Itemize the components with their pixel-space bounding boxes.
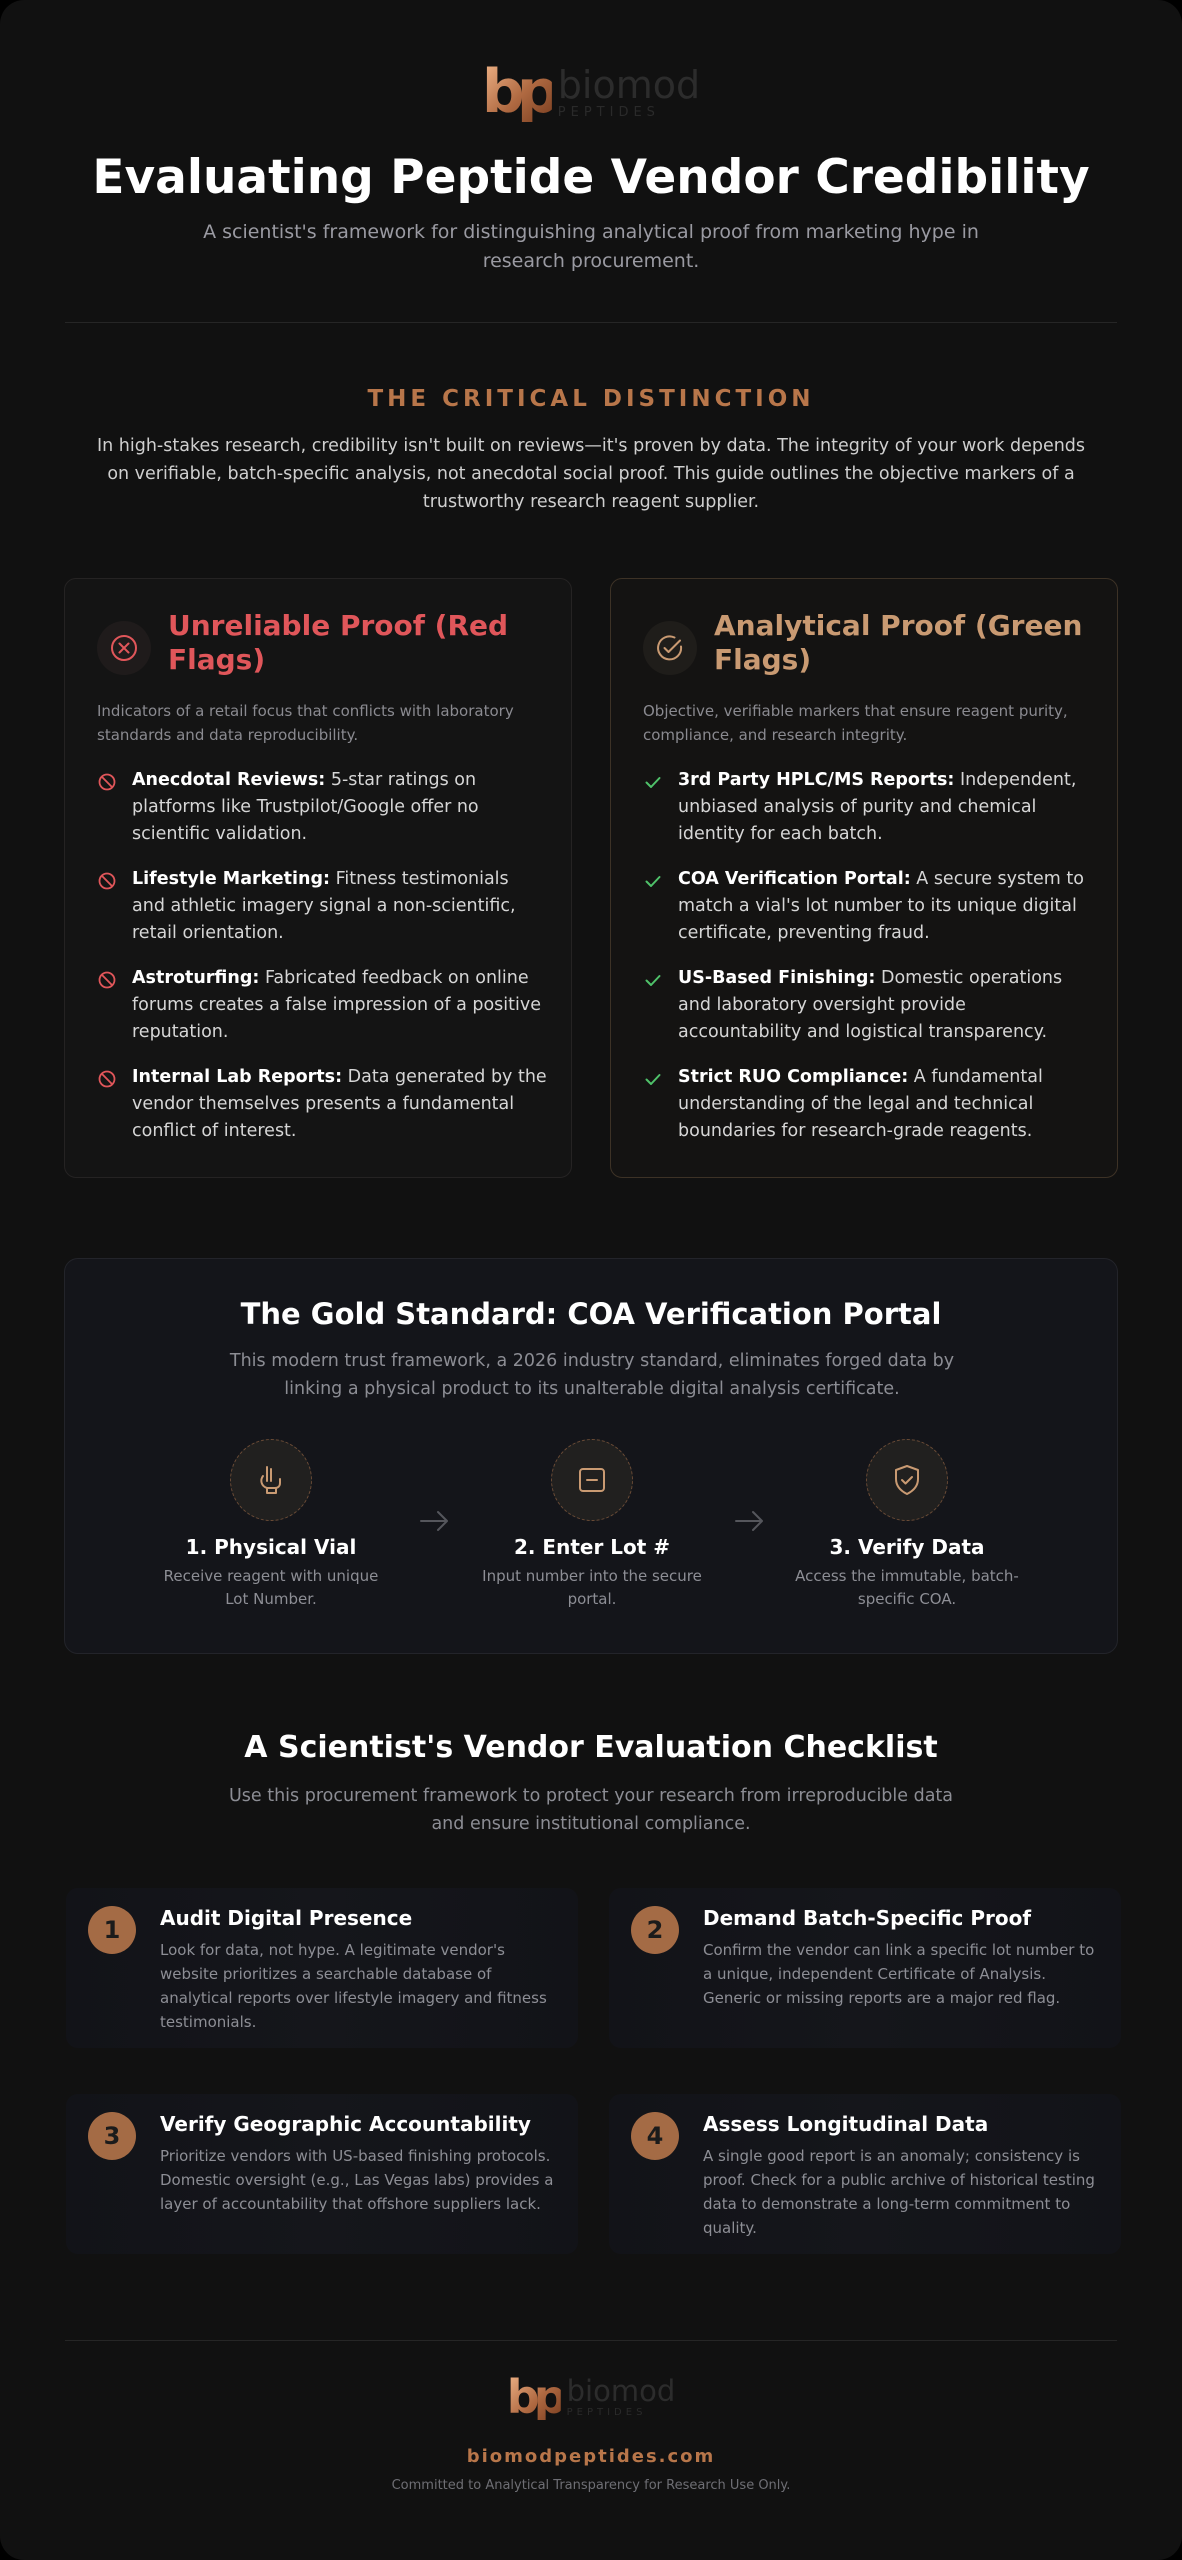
red-card-desc: Indicators of a retail focus that conflicts with laboratory standards and data reproducibility. [97,702,514,744]
x-circle-icon [97,621,151,675]
footer-divider [65,2340,1117,2341]
step-desc: Access the immutable, batch-specific COA. [795,1567,1019,1608]
item-title: Demand Batch-Specific Proof [703,1906,1032,1930]
item-text: Domestic operations and laboratory oversight provide accountability and logistical transparency. [678,968,1063,1042]
checklist-title: A Scientist's Vendor Evaluation Checklist [244,1730,938,1765]
checklist-item [609,1888,1121,2048]
step-desc: Receive reagent with unique Lot Number. [163,1567,379,1608]
list-item [97,767,547,848]
item-desc: A single good report is an anomaly; consistency is proof. Check for a public archive of historical testing data to demonstrate a long-term commitment to quality. [703,2147,1095,2237]
gold-title: The Gold Standard: COA Verification Portal [240,1297,942,1331]
step-number: 4 [631,2112,679,2160]
item-text: A secure system to match a vial's lot number to its unique digital certificate, preventing fraud. [678,869,1084,943]
shield-check-icon [866,1439,948,1521]
list-item [643,767,1093,848]
item-desc: Look for data, not hype. A legitimate vendor's website prioritizes a searchable database of analytical reports over lifestyle imagery and fitness testimonials. [160,1941,547,2031]
green-flags-list [643,767,1093,1145]
step-physical-vial [151,1439,391,1611]
list-item [643,965,1093,1046]
list-item [97,1064,547,1145]
input-box-icon [551,1439,633,1521]
checklist-item [66,2094,578,2254]
step-number: 2 [631,1906,679,1954]
step-label: 3. Verify Data [829,1535,985,1559]
item-desc: Confirm the vendor can link a specific lot number to a unique, independent Certificate of Analysis. Generic or missing reports are a major red flag. [703,1941,1095,2007]
step-desc: Input number into the secure portal. [482,1567,702,1608]
item-label: Astroturfing: [132,968,260,988]
distinction-text: In high-stakes research, credibility isn't built on reviews—it's proven by data. The integrity of your work depends on verifiable, batch-specific analysis, not anecdotal social proof. This guide outlines the objective markers of a trustworthy research reagent supplier. [96,436,1086,512]
item-title: Audit Digital Presence [160,1906,413,1930]
item-label: Strict RUO Compliance: [678,1067,909,1087]
item-text: Fabricated feedback on online forums creates a false impression of a positive reputation. [132,968,542,1042]
step-number: 3 [88,2112,136,2160]
gold-desc: This modern trust framework, a 2026 industry standard, eliminates forged data by linking a physical product to its unalterable digital analysis certificate. [229,1351,955,1399]
footer-logo [506,2370,676,2424]
item-text: A fundamental understanding of the legal and technical boundaries for research-grade reagents. [678,1067,1043,1141]
check-circle-icon [643,621,697,675]
green-card-desc: Objective, verifiable markers that ensure reagent purity, compliance, and research integrity. [643,702,1068,744]
red-flags-list [97,767,547,1145]
green-card-title: Analytical Proof (Green Flags) [714,609,1083,676]
list-item [643,1064,1093,1145]
distinction-heading: THE CRITICAL DISTINCTION [367,386,815,412]
item-label: Internal Lab Reports: [132,1067,343,1087]
item-title: Verify Geographic Accountability [160,2112,531,2136]
item-label: 3rd Party HPLC/MS Reports: [678,770,955,790]
list-item [97,965,547,1046]
step-label: 2. Enter Lot # [513,1535,671,1559]
ban-icon [97,1069,117,1089]
green-flags-card [610,578,1118,1178]
check-icon [643,1069,663,1089]
step-number: 1 [88,1906,136,1954]
step-label: 1. Physical Vial [185,1535,357,1559]
step-verify-data [787,1439,1027,1611]
logo-name: biomod [557,62,701,107]
item-label: Anecdotal Reviews: [132,770,326,790]
item-text: Data generated by the vendor themselves presents a fundamental conflict of interest. [132,1067,547,1141]
vial-hand-icon [230,1439,312,1521]
ban-icon [97,772,117,792]
ban-icon [97,970,117,990]
logo-name: biomod [566,2373,676,2408]
checklist-item [609,2094,1121,2254]
item-label: COA Verification Portal: [678,869,911,889]
item-title: Assess Longitudinal Data [703,2112,989,2136]
item-text: Independent, unbiased analysis of purity and chemical identity for each batch. [678,770,1077,844]
checklist-desc: Use this procurement framework to protect your research from irreproducible data and ensure institutional compliance. [228,1786,954,1834]
item-text: Fitness testimonials and athletic imagery signal a non-scientific, retail orientation. [132,869,516,943]
footer-site-link[interactable]: biomodpeptides.com [466,2446,716,2467]
ban-icon [97,871,117,891]
gold-standard-panel [64,1258,1118,1654]
step-enter-lot [472,1439,712,1611]
footer-note: Committed to Analytical Transparency for Research Use Only. [391,2478,791,2493]
red-card-title: Unreliable Proof (Red Flags) [168,609,509,676]
check-icon [643,772,663,792]
page-subtitle: A scientist's framework for distinguishing analytical proof from marketing hype in research procurement. [203,221,979,272]
item-label: US-Based Finishing: [678,968,876,988]
list-item [97,866,547,947]
check-icon [643,970,663,990]
item-desc: Prioritize vendors with US-based finishing protocols. Domestic oversight (e.g., Las Vegas labs) provides a layer of accountability that offshore suppliers lack. [160,2147,554,2213]
red-flags-card [64,578,572,1178]
logo-tagline: PEPTIDES [566,2406,647,2418]
logo-tagline: PEPTIDES [557,104,660,120]
checklist-item [66,1888,578,2048]
check-icon [643,871,663,891]
brand-logo [481,57,701,127]
item-text: 5-star ratings on platforms like Trustpilot/Google offer no scientific validation. [132,770,479,844]
arrow-right-icon [418,1507,452,1535]
arrow-right-icon [733,1507,767,1535]
logo-mark: bp [506,2370,561,2424]
item-label: Lifestyle Marketing: [132,869,331,889]
list-item [643,866,1093,947]
logo-mark: bp [481,57,552,127]
page-title: Evaluating Peptide Vendor Credibility [92,150,1090,205]
header-divider [65,322,1117,323]
